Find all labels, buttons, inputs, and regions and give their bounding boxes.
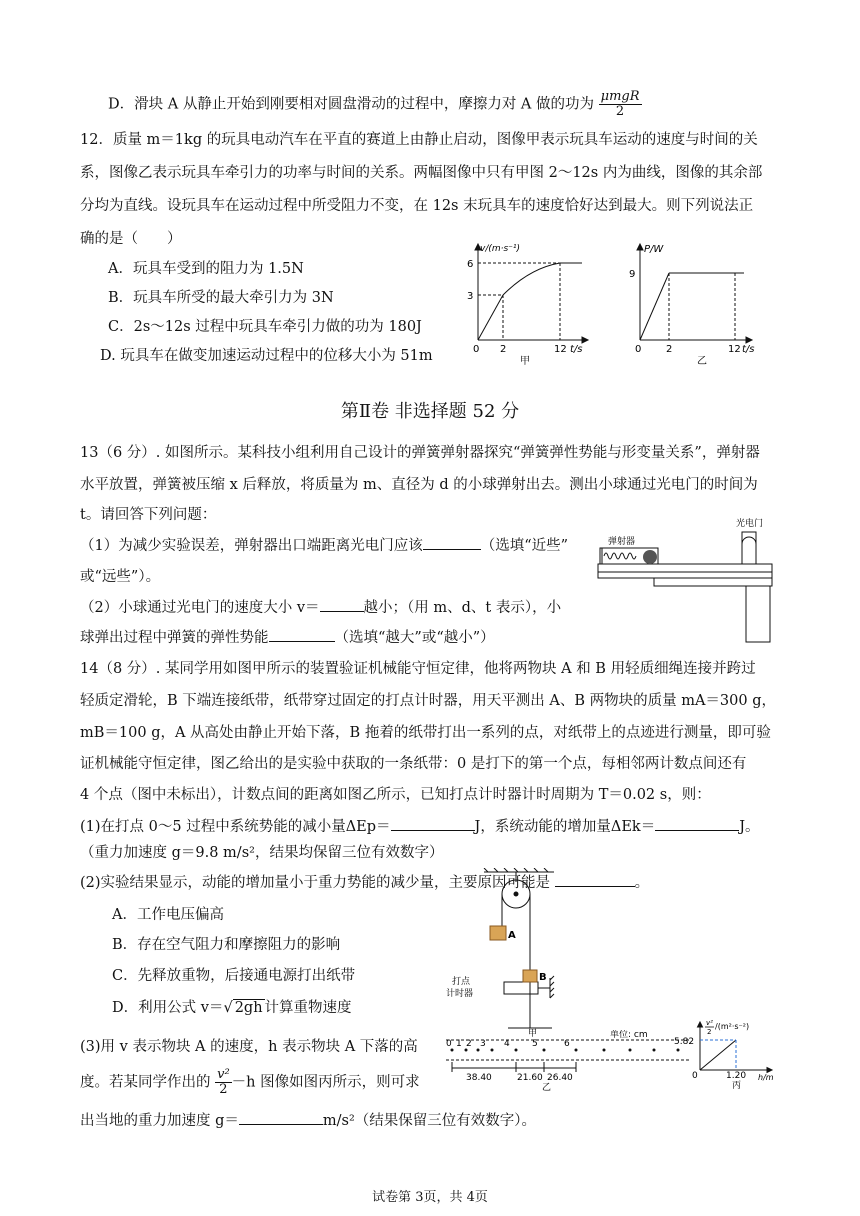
v2-over-2-fraction (215, 1068, 232, 1097)
q12-line3: 分均为直线。设玩具车在运动过程中所受阻力不变，在 12s 末玩具车的速度恰好达到最大。则下列说法正 (80, 198, 754, 214)
q14-part1 (80, 816, 760, 837)
bing-ylabel: /(m²·s⁻²) (715, 1022, 750, 1031)
q14-part2-text: (2)实验结果显示，动能的增加量小于重力势能的减少量，主要原因可能是 (80, 875, 551, 891)
q12-option-d: D. 玩具车在做变加速运动过程中的位移大小为 51m (100, 348, 433, 364)
q14-part1-text3: J。 (739, 819, 760, 835)
q12-option-b: B．玩具车所受的最大牵引力为 3N (108, 290, 334, 306)
fraction-denominator: 2 (615, 104, 625, 119)
q13-part2-text2: 越小；（用 m、d、t 表示），小 (363, 600, 562, 616)
figure-jia-label: 甲 (528, 1029, 538, 1038)
jia-y6: 6 (467, 259, 474, 270)
q12-line4: 确的是（ ） (80, 231, 182, 247)
bing-xlabel: h/m (758, 1073, 774, 1082)
q14-option-c: C．先释放重物，后接通电源打出纸带 (112, 968, 356, 984)
tape-point-6: 6 (564, 1039, 570, 1049)
answer-blank[interactable] (423, 535, 481, 550)
tape-point-1: 1 (456, 1039, 462, 1049)
answer-blank[interactable] (320, 597, 364, 612)
q12-option-c: C．2s～12s 过程中玩具车牵引力做的功为 180J (108, 319, 422, 335)
q14-option-d: D．利用公式 v＝√ 2gh 计算重物速度 (112, 1000, 352, 1016)
page-footer: 试卷第 3页，共 4页 (372, 1190, 488, 1205)
graph-yi (622, 238, 762, 366)
q13-part2-text: （2）小球通过光电门的速度大小 v＝ (80, 600, 320, 616)
q14-part3: (3)用 v 表示物块 A 的速度，h 表示物块 A 下落的高 (80, 1039, 418, 1055)
timer-label-2: 计时器 (446, 989, 474, 999)
q14-line4: 证机械能守恒定律，图乙给出的是实验中获取的一条纸带：0 是打下的第一个点，每相邻两计数点间还有 (80, 756, 747, 772)
q14-part2-end: 。 (634, 875, 650, 891)
q14-option-d-text2: 计算重物速度 (264, 1000, 352, 1016)
q12-line1: 12．质量 m＝1kg 的玩具电动汽车在平直的赛道上由静止启动，图像甲表示玩具车运动的速度与时间的关 (80, 132, 758, 148)
block-a (490, 926, 506, 940)
q11-option-d-text: D．滑块 A 从静止开始到刚要相对圆盘滑动的过程中，摩擦力对 A 做的功为 (108, 96, 595, 113)
q13-part1-cont: 或“远些”）。 (80, 569, 161, 585)
q14-part3-text2: －h 图像如图丙所示，则可求 (231, 1074, 420, 1091)
tape-distance-2: 21.60 (517, 1073, 543, 1083)
bing-x-value: 1.20 (726, 1071, 747, 1081)
q14-part3-cont (80, 1068, 420, 1097)
q14-part3-text4: m/s²（结果保留三位有效数字）。 (322, 1113, 537, 1129)
q13-part2-text3: 球弹出过程中弹簧的弹性势能 (80, 630, 269, 646)
tape-point-5: 5 (532, 1039, 538, 1049)
q11-fraction (599, 90, 642, 119)
paper-tape (444, 1030, 694, 1094)
tape-point-0: 0 (446, 1039, 452, 1049)
jia-x0: 0 (473, 344, 480, 355)
q14-option-b: B．存在空气阻力和摩擦阻力的影响 (112, 937, 341, 953)
bing-name: 丙 (732, 1081, 742, 1091)
tape-point-4: 4 (504, 1039, 510, 1049)
launcher-figure (596, 514, 776, 644)
yi-x0: 0 (635, 344, 642, 355)
jia-name: 甲 (520, 356, 530, 366)
yi-ylabel: P/W (644, 244, 664, 255)
yi-xlabel: t/s (742, 344, 755, 355)
label-a: A (508, 930, 516, 941)
fraction-numerator: v² (217, 1067, 230, 1082)
graph-bing (674, 1016, 784, 1096)
yi-name: 乙 (697, 356, 707, 366)
graph-jia (460, 238, 600, 366)
sqrt-expression: 2gh (234, 1000, 263, 1016)
bing-y-value: 5.82 (674, 1037, 695, 1047)
q13-part2-choice: （选填“越大”或“越小”） (334, 630, 495, 646)
section-title: 第Ⅱ卷 非选择题 52 分 (340, 401, 520, 422)
tape-point-3: 3 (480, 1039, 486, 1049)
jia-ylabel: v/(m·s⁻¹) (480, 244, 521, 254)
photogate-label: 光电门 (736, 519, 764, 529)
jia-xlabel: t/s (570, 344, 583, 355)
tape-point-2: 2 (466, 1039, 472, 1049)
yi-y9: 9 (629, 269, 636, 280)
fraction-denominator: 2 (219, 1082, 228, 1097)
q12-option-a: A．玩具车受到的阻力为 1.5N (108, 261, 304, 277)
yi-x12: 12 (728, 344, 741, 355)
bing-x0: 0 (692, 1071, 698, 1081)
q14-part3-last (80, 1110, 536, 1131)
answer-blank[interactable] (269, 627, 335, 642)
q14-part1-note: （重力加速度 g＝9.8 m/s²，结果均保留三位有效数字） (80, 845, 444, 861)
label-b: B (539, 972, 547, 983)
q13-part1-choice: （选填“近些” (480, 538, 569, 554)
q13-part2 (80, 597, 561, 618)
fraction-numerator: μmgR (600, 89, 640, 104)
q11-option-d (108, 90, 642, 119)
q14-line1: 14（8 分）. 某同学用如图甲所示的装置验证机械能守恒定律，他将两物块 A 和 B 用轻质细绳连接并跨过 (80, 661, 756, 677)
block-b (523, 970, 537, 982)
q14-line2: 轻质定滑轮，B 下端连接纸带，纸带穿过固定的打点计时器，用天平测出 A、B 两物块的质量 mA＝300 g， (80, 693, 777, 709)
jia-x12: 12 (554, 344, 567, 355)
jia-x2: 2 (500, 344, 507, 355)
q13-line2: 水平放置，弹簧被压缩 x 后释放，将质量为 m、直径为 d 的小球弹射出去。测出小球通过光电门的时间为 (80, 477, 758, 493)
tape-distance-1: 38.40 (466, 1073, 492, 1083)
q13-part1 (80, 535, 568, 556)
q14-option-a: A．工作电压偏高 (112, 907, 224, 923)
bing-yfrac-den: 2 (707, 1028, 712, 1036)
answer-blank[interactable] (655, 816, 739, 831)
jia-y3: 3 (467, 291, 474, 302)
tape-distance-3: 26.40 (547, 1073, 573, 1083)
q14-part1-text: (1)在打点 0～5 过程中系统势能的减小量ΔEp＝ (80, 819, 391, 835)
q14-part3-text: 度。若某同学作出的 (80, 1074, 211, 1091)
q14-option-d-text: D．利用公式 v＝ (112, 1000, 224, 1016)
q13-line1: 13（6 分）. 如图所示。某科技小组利用自己设计的弹簧弹射器探究“弹簧弹性势能与形变量关系”，弹射器 (80, 445, 760, 461)
q14-line5: 4 个点（图中未标出），计数点间的距离如图乙所示，已知打点计时器计时周期为 T＝0.02 s，则： (80, 787, 711, 803)
yi-x2: 2 (666, 344, 673, 355)
timer-label-1: 打点 (452, 977, 471, 987)
tape-unit: 单位: cm (610, 1030, 648, 1040)
q14-part3-text3: 出当地的重力加速度 g＝ (80, 1113, 239, 1129)
launcher-label: 弹射器 (608, 537, 636, 547)
pulley-apparatus (444, 868, 584, 1038)
answer-blank[interactable] (391, 816, 475, 831)
q14-line3: mB＝100 g，A 从高处由静止开始下落，B 拖着的纸带打出一系列的点，对纸带上的点迹进行测量，即可验 (80, 725, 771, 741)
bing-yfrac-num: v² (706, 1019, 713, 1027)
q12-line2: 系，图像乙表示玩具车牵引力的功率与时间的关系。两幅图像中只有甲图 2～12s 内为曲线，图像的其余部 (80, 165, 763, 181)
q13-part1-text: （1）为减少实验误差，弹射器出口端距离光电门应该 (80, 538, 423, 554)
q13-part2-cont (80, 627, 495, 648)
q13-line3: t。请回答下列问题： (80, 507, 217, 523)
answer-blank[interactable] (239, 1110, 323, 1125)
tape-name: 乙 (542, 1083, 552, 1093)
q14-part1-text2: J，系统动能的增加量ΔEk＝ (474, 819, 656, 835)
